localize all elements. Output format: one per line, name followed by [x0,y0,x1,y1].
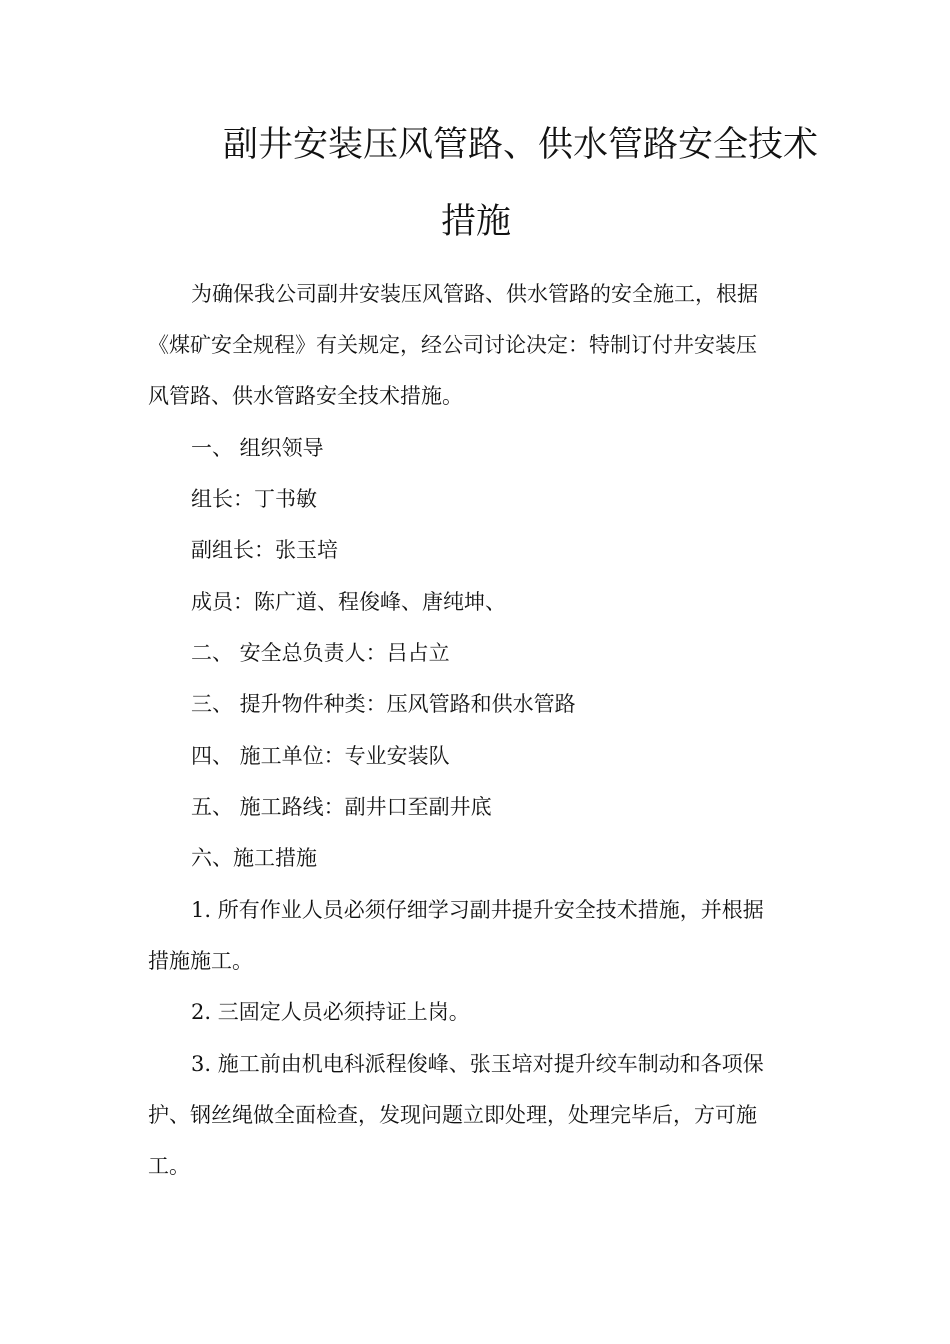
section-1-heading: 一、 组织领导 [191,436,324,460]
item-1-line-2: 措施施工。 [148,949,253,973]
item-1-line-1: 1. 所有作业人员必须仔细学习副井提升安全技术措施，并根据 [191,898,764,922]
leader-line: 组长：丁书敏 [191,487,317,511]
intro-paragraph-line-2: 《煤矿安全规程》有关规定，经公司讨论决定：特制订付井安装压 [148,333,757,357]
document-title-line-1: 副井安装压风管路、供水管路安全技术 [223,125,819,165]
section-3-line: 三、 提升物件种类：压风管路和供水管路 [191,692,576,716]
intro-paragraph-line-1: 为确保我公司副井安装压风管路、供水管路的安全施工，根据 [191,282,758,306]
section-4-line: 四、 施工单位：专业安装队 [191,744,450,768]
item-3-line-3: 工。 [148,1154,190,1178]
item-3-line-1: 3. 施工前由机电科派程俊峰、张玉培对提升绞车制动和各项保 [191,1052,764,1076]
intro-paragraph-line-3: 风管路、供水管路安全技术措施。 [148,384,463,408]
item-3-line-2: 护、钢丝绳做全面检查，发现问题立即处理，处理完毕后，方可施 [148,1103,757,1127]
deputy-leader-line: 副组长：张玉培 [191,538,338,562]
item-2-line: 2. 三固定人员必须持证上岗。 [191,1000,470,1024]
section-5-line: 五、 施工路线：副井口至副井底 [191,795,492,819]
section-6-heading: 六、施工措施 [191,846,317,870]
document-title-line-2: 措施 [441,202,512,242]
members-line: 成员：陈广道、程俊峰、唐纯坤、 [191,590,506,614]
section-2-line: 二、 安全总负责人：吕占立 [191,641,450,665]
